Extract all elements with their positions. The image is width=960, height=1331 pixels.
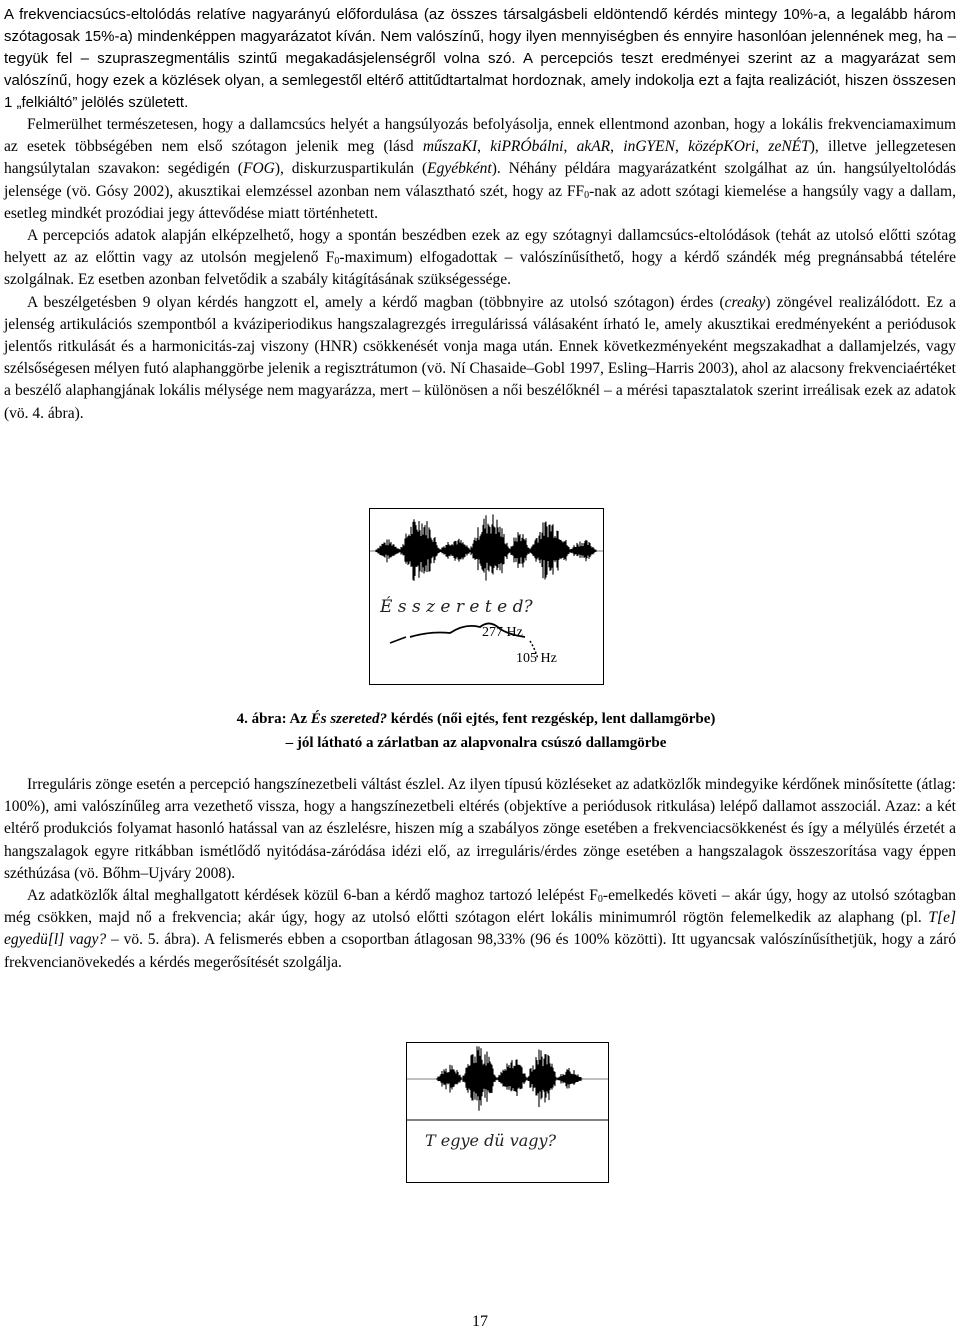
text-block-bottom	[4, 774, 956, 974]
figure-4-image	[369, 508, 604, 685]
hz-label-high: 277 Hz	[482, 625, 523, 640]
paragraph-3: A percepciós adatok alapján elképzelhető, hogy a spontán beszédben ezek az egy szótagnyi dallamcsúcs-eltolódások (tehát az utolsó előtti szótag helyett az az előttin vagy az utolsón megjelenő $F_0-maximum$) elfogadottak – valószínűsíthető, hogy a kérdő szándék még pregnánsabbá tételére szolgálnak. Ez esetben azonban felvetődik a szabály kitágításának szükségessége.	[4, 227, 956, 289]
pitch-contour-start	[390, 637, 406, 643]
text-block-top	[4, 0, 956, 425]
page-number: 17	[472, 1313, 488, 1330]
figure-caption-line2: – jól látható a zárlatban az alapvonalra csúszó dallamgörbe	[285, 735, 667, 751]
hz-label-low: 105 Hz	[516, 651, 557, 666]
waveform-oscillogram	[407, 1046, 608, 1110]
paragraph-2: Felmerülhet természetesen, hogy a dallamcsúcs helyét a hangsúlyozás befolyásolja, ennek ellentmond azonban, hogy a lokális frekvenciamaximum az esetek többségében nem első szótagon jelenik meg (lásd műszaKI, kiPRÓbálni, akAR, inGYEN, középKOri, zeNÉT), illetve jellegzetesen hangsúlytalan szavakon: segédigén (FOG), diskurzuspartikulán (Egyébként). Néhány példára magyarázatként szolgálhat az ún. hangsúlyeltolódás jelensége (vö. Gósy 2002), akusztikai elemzéssel azonban nem választható szét, hogy az $FF_0$-nak az adott szótagi kiemelése a hangsúly vagy a dallam, esetleg mindkét prozódiai jegy áttevődése miatt történhetett.	[4, 116, 957, 222]
paragraph-5: Irreguláris zönge esetén a percepció hangszínezetbeli váltást észlel. Az ilyen típusú közléseket az adatközlők mindegyike kérdőnek minősítette (átlag: 100%), ami valószínűleg arra vezethető vissza, hogy a hangszínezetbeli eltérés (objektíve a periódusok ritkulása) lelépő dallamot asszociál. Azaz: a két eltérő produkciós folyamat hasonló hatással van az észlelésre, hiszen míg a szabályos zönge esetében a frekvenciacsökkenést és így a mélyülés érzetét a hangszalagok egyre ritkábban ismétlődő nyitódása-záródása idézi elő, az irreguláris/érdes zönge esetében a hangszalagok összeszorítása vagy éppen széthúzása (vö. Bőhm–Ujváry 2008).	[4, 776, 956, 882]
paragraph-4: A beszélgetésben 9 olyan kérdés hangzott el, amely a kérdő magban (többnyire az utolsó szótagon) érdes (creaky) zöngével realizálódott. Ez a jelenség artikulációs szempontból a kváziperiodikus hangszalagrezgés irregulárissá válásaként írható le, amely akusztikai eredményeként a periódusok jelentős ritkulását és a harmonicitás-zaj viszony (HNR) csökkenését vonja maga után. Ennek következményeként megszakadhat a dallamjelzés, vagy szélsőségesen mélyen futó alaphanggörbe jelenik a regisztrátumon (vö. Ní Chasaide–Gobl 1997, Esling–Harris 2003), ahol az alacsony frekvenciaértéket a beszélő alaphangjának lokális mélysége nem magyarázza, mert – különösen a női beszélőknél – a mérési tapasztalatok szerint irreálisak ezek az adatok (vö. 4. ábra).	[4, 293, 956, 422]
paragraph-1: A frekvenciacsúcs-eltolódás relatíve nagyarányú előfordulása (az összes társalgásbeli eldöntendő kérdés mintegy 10%-a, a legalább három szótagosak 15%-a) mindenképpen magyarázatot kíván. Nem valószínű, hogy ilyen mennyiségben és ennyire hasonlóan jelennének meg, ha – tegyük fel – szupraszegmentális szintű megakadásjelenségről volna szó. A percepciós teszt eredményei szerint az a magyarázat sem valószínű, hogy ezek a közlések olyan, a semlegestől eltérő attitűdtartalmat hordoznak, amely indokolja ezt a fajta realizációt, hiszen összesen 1 „felkiáltó” jelölés született.	[4, 6, 956, 111]
figure-5-image	[406, 1042, 609, 1183]
handwritten-label: T egye dü vagy?	[425, 1131, 557, 1150]
waveform-figure-2	[407, 1043, 608, 1182]
paragraph-6: Az adatközlők által meghallgatott kérdések közül 6-ban a kérdő maghoz tartozó lelépést $F_0$-emelkedés követi – akár úgy, hogy az utolsó szótagban még csökken, majd nő a frekvencia; akár úgy, hogy az utolsó előtti szótagon elért lokális minimumról rögtön felemelkedik az alaphang (pl. T[e] egyedü[l] vagy? – vö. 5. ábra). A felismerés ebben a csoportban átlagosan 98,33% (96 és 100% közötti). Itt ugyancsak valószínűsíthetjük, hogy a záró frekvencianövekedés a kérdés megerősítését szolgálja.	[4, 887, 956, 971]
waveform-oscillogram	[370, 514, 603, 581]
waveform-pitch-figure	[370, 509, 603, 684]
figure-caption-line1: 4. ábra: Az És szereted? kérdés (női ejtés, fent rezgéskép, lent dallamgörbe)	[236, 711, 716, 727]
handwritten-label: É s s z e r e t e d?	[380, 597, 533, 617]
